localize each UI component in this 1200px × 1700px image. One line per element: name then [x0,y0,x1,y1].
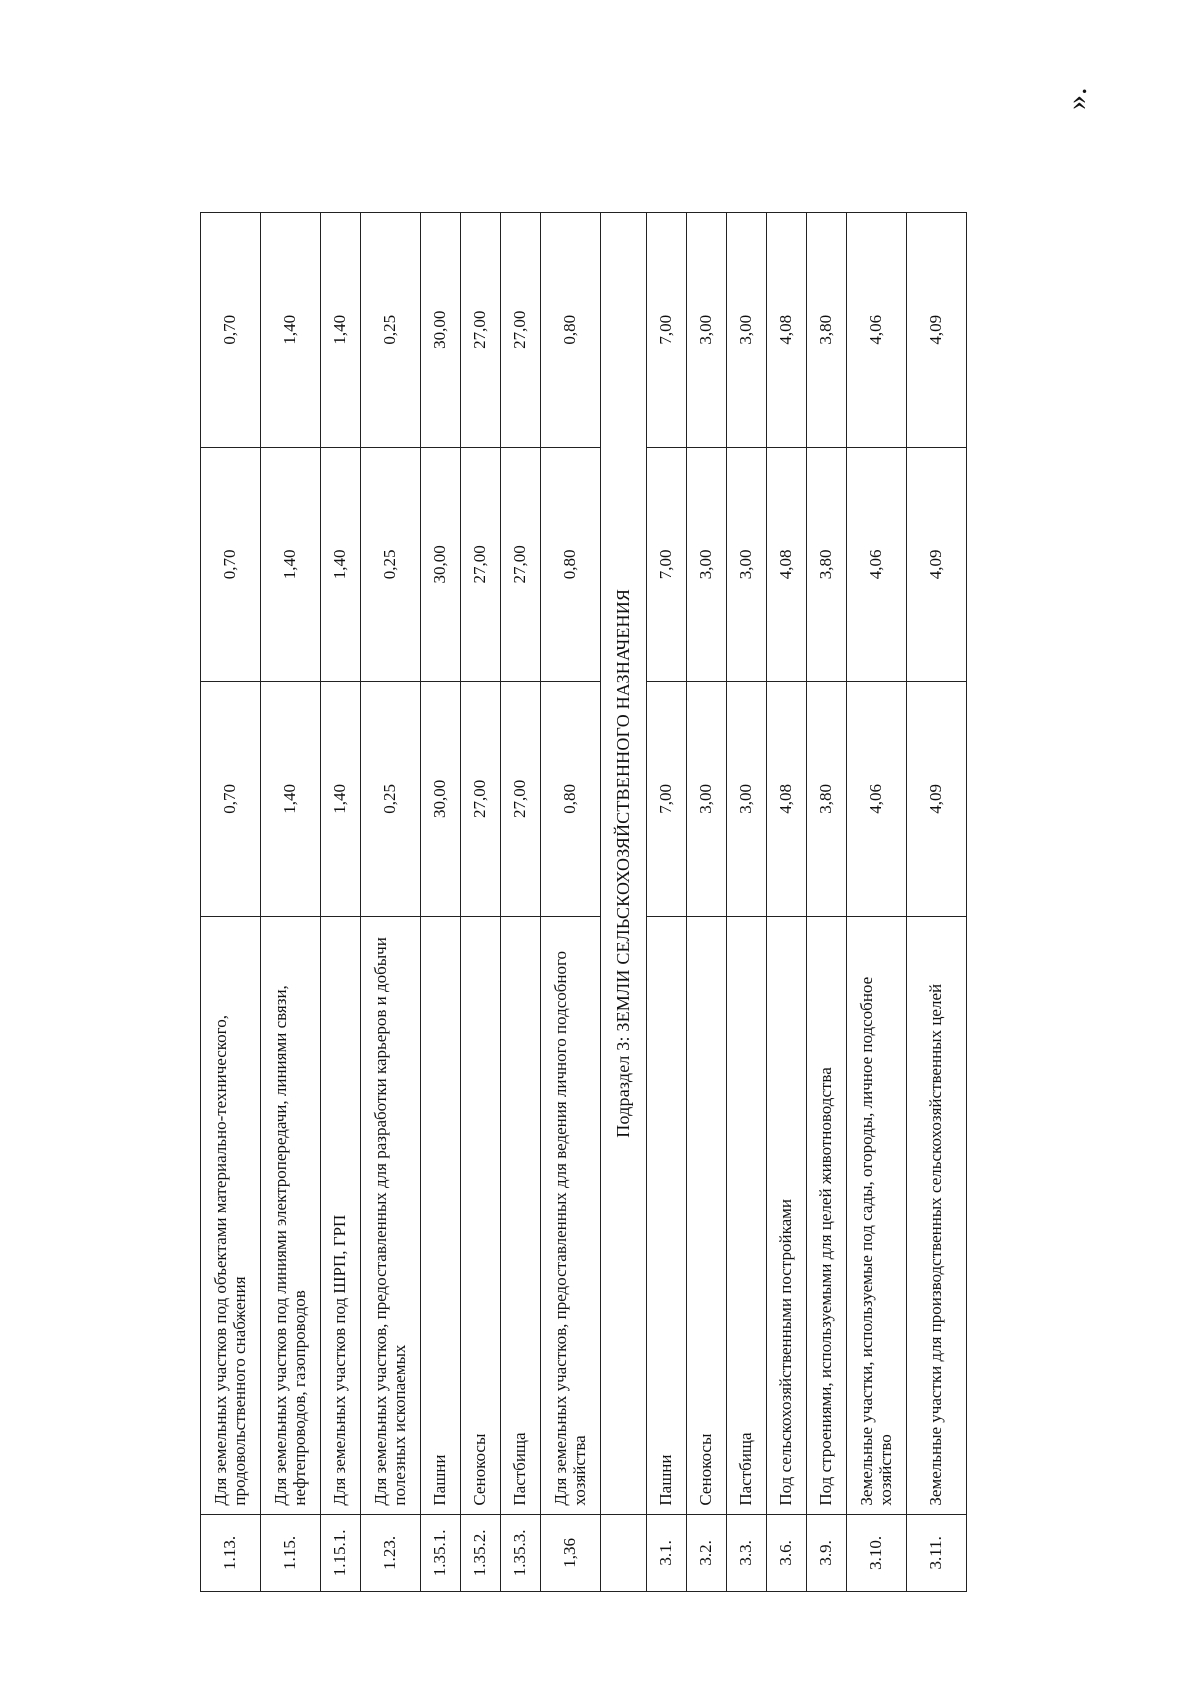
table-row [847,213,907,1592]
row-value-2: 0,80 [541,447,601,682]
row-value-3: 3,80 [807,213,847,448]
row-value-1: 1,40 [261,682,321,917]
row-value-2: 4,08 [767,447,807,682]
row-name: Пастбища [501,916,541,1514]
row-name: Сенокосы [461,916,501,1514]
row-name: Земельные участки для производственных сельскохозяйственных целей [907,916,967,1514]
row-value-1: 30,00 [421,682,461,917]
row-value-2: 27,00 [501,447,541,682]
row-value-2: 7,00 [647,447,687,682]
row-value-2: 30,00 [421,447,461,682]
table-row [501,213,541,1592]
table-row [727,213,767,1592]
row-code: 1.35.2. [461,1514,501,1591]
row-name: Пастбища [727,916,767,1514]
row-value-1: 3,00 [727,682,767,917]
row-name: Для земельных участков под ШРП, ГРП [321,916,361,1514]
row-value-3: 27,00 [461,213,501,448]
section-heading: Подраздел 3: ЗЕМЛИ СЕЛЬСКОХОЗЯЙСТВЕННОГО НАЗНАЧЕНИЯ [601,213,647,1515]
row-value-3: 4,06 [847,213,907,448]
row-value-3: 1,40 [321,213,361,448]
row-code: 3.1. [647,1514,687,1591]
row-code: 1.23. [361,1514,421,1591]
row-value-1: 3,80 [807,682,847,917]
row-name: Земельные участки, используемые под сады, огороды, личное подсобное хозяйство [847,916,907,1514]
row-value-1: 0,25 [361,682,421,917]
section-heading-row [601,213,647,1592]
row-value-1: 4,06 [847,682,907,917]
row-value-3: 0,70 [201,213,261,448]
row-value-3: 1,40 [261,213,321,448]
row-code: 1.15.1. [321,1514,361,1591]
row-value-3: 3,00 [727,213,767,448]
row-name: Сенокосы [687,916,727,1514]
row-code: 1.35.1. [421,1514,461,1591]
table-body-section-heading [601,213,647,1592]
row-name: Для земельных участков под объектами материально-технического, продовольственного снабжения [201,916,261,1514]
section-heading-empty-cell [601,1514,647,1591]
row-code: 3.3. [727,1514,767,1591]
table-row [541,213,601,1592]
row-value-1: 0,80 [541,682,601,917]
row-value-1: 1,40 [321,682,361,917]
table-row [647,213,687,1592]
row-value-1: 7,00 [647,682,687,917]
table-row [687,213,727,1592]
row-name: Под сельскохозяйственными постройками [767,916,807,1514]
row-value-2: 0,25 [361,447,421,682]
row-value-1: 0,70 [201,682,261,917]
row-value-3: 4,09 [907,213,967,448]
row-value-2: 0,70 [201,447,261,682]
row-code: 3.9. [807,1514,847,1591]
row-code: 3.10. [847,1514,907,1591]
table-row [361,213,421,1592]
table-row [907,213,967,1592]
row-value-3: 0,25 [361,213,421,448]
row-value-1: 4,09 [907,682,967,917]
end-mark: ». [1060,87,1093,110]
row-value-3: 30,00 [421,213,461,448]
row-value-3: 0,80 [541,213,601,448]
row-name: Для земельных участков, предоставленных для разработки карьеров и добычи полезных ископаемых [361,916,421,1514]
row-value-1: 27,00 [501,682,541,917]
table-row [461,213,501,1592]
row-name: Для земельных участков под линиями электропередачи, линиями связи, нефтепроводов, газопроводов [261,916,321,1514]
row-name: Пашни [647,916,687,1514]
row-value-2: 1,40 [321,447,361,682]
row-name: Для земельных участков, предоставленных для ведения личного подсобного хозяйства [541,916,601,1514]
table-row [321,213,361,1592]
rates-table [200,212,967,1592]
row-value-1: 3,00 [687,682,727,917]
row-value-3: 7,00 [647,213,687,448]
row-name: Под строениями, используемыми для целей животноводства [807,916,847,1514]
table-row [807,213,847,1592]
row-value-3: 4,08 [767,213,807,448]
row-code: 1.15. [261,1514,321,1591]
row-value-3: 27,00 [501,213,541,448]
row-value-2: 4,06 [847,447,907,682]
table-row [261,213,321,1592]
table-body-section-1 [201,213,601,1592]
row-value-1: 27,00 [461,682,501,917]
table-body-section-3 [647,213,967,1592]
row-code: 3.2. [687,1514,727,1591]
row-value-2: 1,40 [261,447,321,682]
row-code: 1.13. [201,1514,261,1591]
row-value-2: 3,00 [687,447,727,682]
row-name: Пашни [421,916,461,1514]
table-row [201,213,261,1592]
row-value-3: 3,00 [687,213,727,448]
row-value-2: 27,00 [461,447,501,682]
row-value-2: 3,00 [727,447,767,682]
row-value-1: 4,08 [767,682,807,917]
row-code: 1,36 [541,1514,601,1591]
table-row [421,213,461,1592]
row-code: 1.35.3. [501,1514,541,1591]
table-row [767,213,807,1592]
row-code: 3.6. [767,1514,807,1591]
row-value-2: 4,09 [907,447,967,682]
row-value-2: 3,80 [807,447,847,682]
row-code: 3.11. [907,1514,967,1591]
